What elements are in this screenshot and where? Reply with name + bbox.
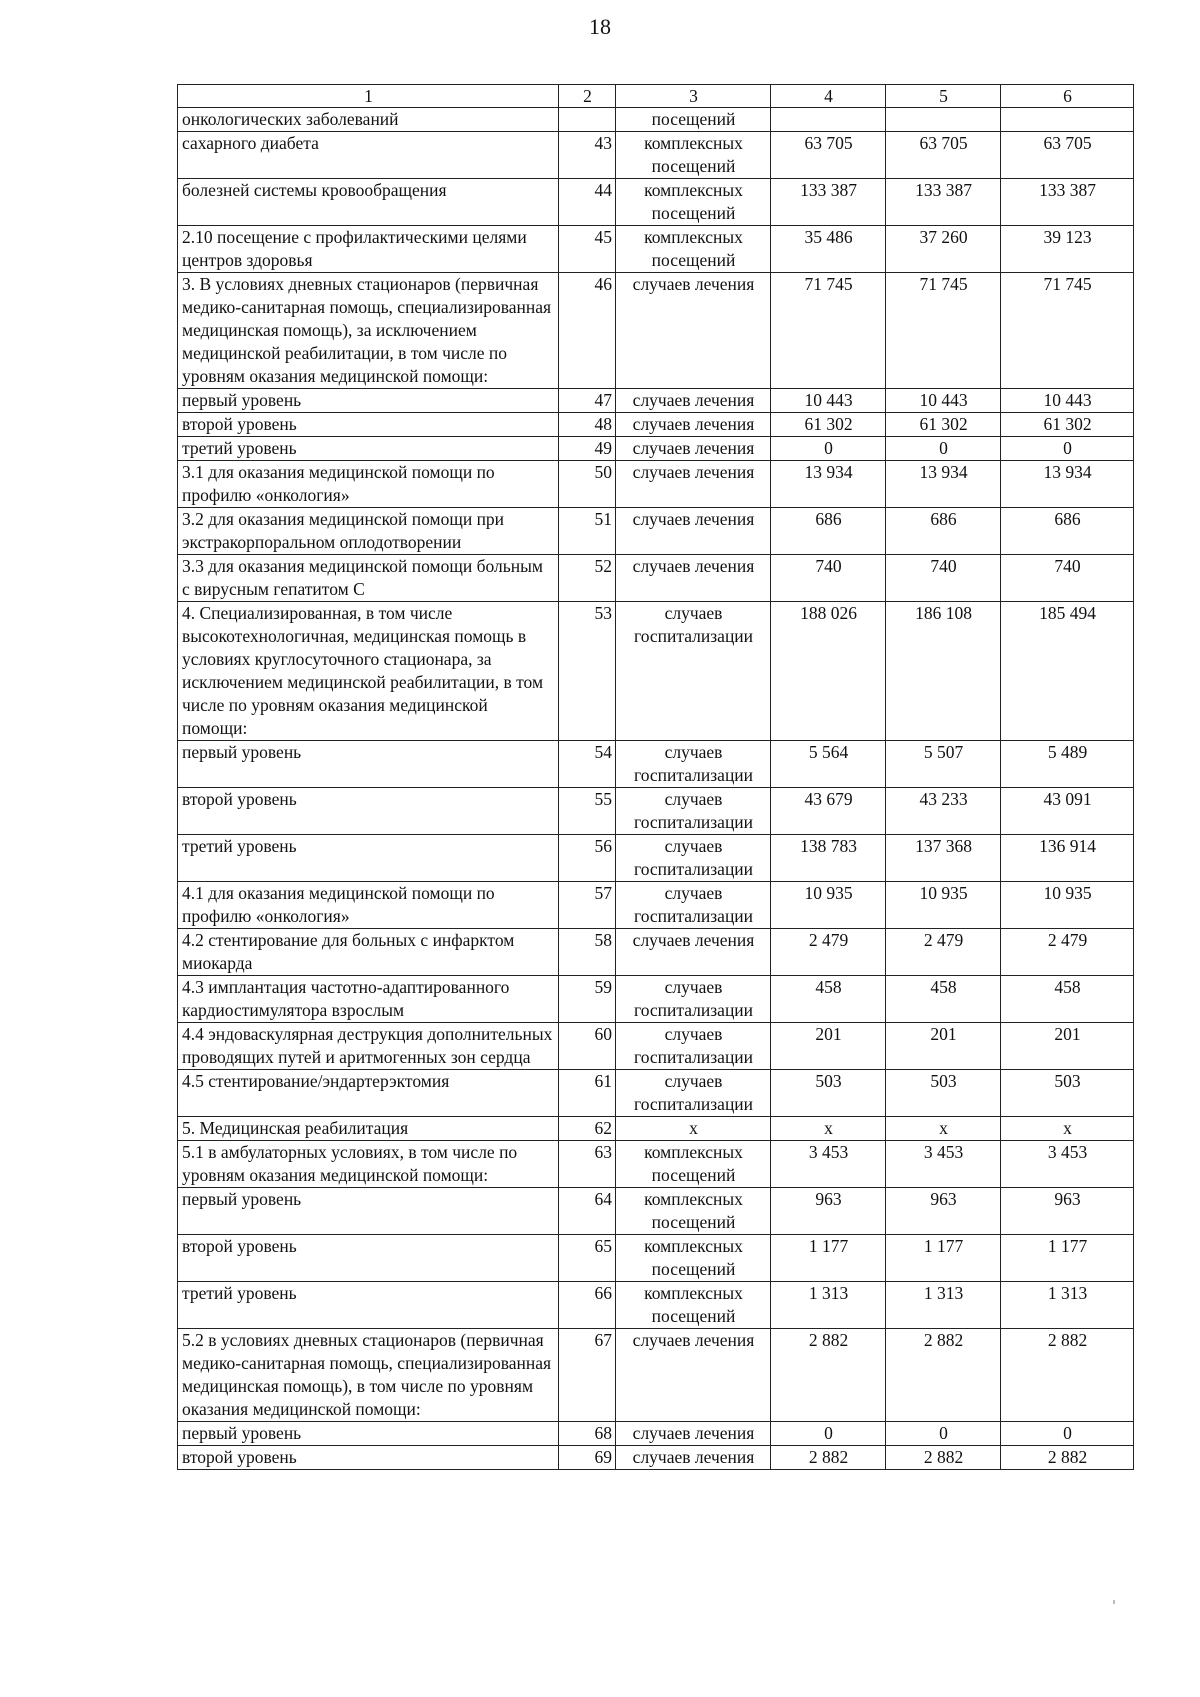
row-number-cell: 56	[559, 835, 616, 882]
row-name-cell: первый уровень	[178, 1188, 559, 1235]
row-name-cell: 5.1 в амбулаторных условиях, в том числе по уровням оказания медицинской помощи:	[178, 1141, 559, 1188]
row-name-cell: третий уровень	[178, 437, 559, 461]
row-number-cell: 59	[559, 976, 616, 1023]
table-row	[178, 788, 1134, 835]
value-col-5-cell: 37 260	[886, 226, 1001, 273]
value-col-4-cell: 3 453	[771, 1141, 886, 1188]
unit-cell: комплексных посещений	[616, 226, 771, 273]
value-col-4-cell: 1 313	[771, 1282, 886, 1329]
unit-cell: комплексных посещений	[616, 132, 771, 179]
value-col-5-cell: 740	[886, 555, 1001, 602]
table-row	[178, 508, 1134, 555]
table-row	[178, 882, 1134, 929]
row-number-cell: 58	[559, 929, 616, 976]
value-col-5-cell: 5 507	[886, 741, 1001, 788]
row-name-cell: второй уровень	[178, 788, 559, 835]
value-col-5-cell: 2 882	[886, 1446, 1001, 1470]
row-number-cell: 44	[559, 179, 616, 226]
table-row	[178, 1141, 1134, 1188]
unit-cell: случаев лечения	[616, 273, 771, 389]
value-col-6-cell: 963	[1001, 1188, 1134, 1235]
value-col-5-cell: 3 453	[886, 1141, 1001, 1188]
value-col-4-cell: 138 783	[771, 835, 886, 882]
value-col-4-cell: 0	[771, 1422, 886, 1446]
row-name-cell: онкологических заболеваний	[178, 108, 559, 132]
value-col-5-cell: 2 479	[886, 929, 1001, 976]
value-col-6-cell: 0	[1001, 1422, 1134, 1446]
row-number-cell	[559, 108, 616, 132]
value-col-4-cell: 201	[771, 1023, 886, 1070]
value-col-5-cell: 10 443	[886, 389, 1001, 413]
row-name-cell: сахарного диабета	[178, 132, 559, 179]
row-name-cell: 4.4 эндоваскулярная деструкция дополнительных проводящих путей и аритмогенных зон сердца	[178, 1023, 559, 1070]
table-row	[178, 1117, 1134, 1141]
table-row	[178, 132, 1134, 179]
value-col-4-cell: 503	[771, 1070, 886, 1117]
value-col-4-cell: 0	[771, 437, 886, 461]
table-row	[178, 835, 1134, 882]
unit-cell: комплексных посещений	[616, 1235, 771, 1282]
value-col-5-cell: 963	[886, 1188, 1001, 1235]
row-name-cell: первый уровень	[178, 741, 559, 788]
row-name-cell: 3.1 для оказания медицинской помощи по профилю «онкология»	[178, 461, 559, 508]
value-col-4-cell: 2 882	[771, 1329, 886, 1422]
value-col-5-cell: 186 108	[886, 602, 1001, 741]
value-col-6-cell: 2 479	[1001, 929, 1134, 976]
unit-cell: посещений	[616, 108, 771, 132]
table-row	[178, 461, 1134, 508]
table-row	[178, 1188, 1134, 1235]
unit-cell: случаев госпитализации	[616, 835, 771, 882]
row-number-cell: 51	[559, 508, 616, 555]
value-col-4-cell: 133 387	[771, 179, 886, 226]
row-name-cell: 2.10 посещение с профилактическими целями центров здоровья	[178, 226, 559, 273]
value-col-5-cell: 137 368	[886, 835, 1001, 882]
value-col-4-cell: 71 745	[771, 273, 886, 389]
row-number-cell: 53	[559, 602, 616, 741]
row-name-cell: 4. Специализированная, в том числе высокотехнологичная, медицинская помощь в условиях круглосуточного стационара, за исключением медицинской реабилитации, в том числе по уровням оказания медицинской помощи:	[178, 602, 559, 741]
value-col-6-cell: 2 882	[1001, 1329, 1134, 1422]
value-col-5-cell: 71 745	[886, 273, 1001, 389]
unit-cell: случаев госпитализации	[616, 788, 771, 835]
value-col-4-cell: 1 177	[771, 1235, 886, 1282]
row-number-cell: 64	[559, 1188, 616, 1235]
value-col-6-cell: 0	[1001, 437, 1134, 461]
row-number-cell: 60	[559, 1023, 616, 1070]
table-row	[178, 1023, 1134, 1070]
value-col-5-cell: 201	[886, 1023, 1001, 1070]
unit-cell: случаев лечения	[616, 1422, 771, 1446]
value-col-4-cell: 2 882	[771, 1446, 886, 1470]
row-number-cell: 49	[559, 437, 616, 461]
value-col-6-cell: 3 453	[1001, 1141, 1134, 1188]
value-col-4-cell: 10 443	[771, 389, 886, 413]
page-number: 18	[589, 14, 611, 39]
value-col-6-cell: 185 494	[1001, 602, 1134, 741]
value-col-4-cell: 61 302	[771, 413, 886, 437]
value-col-5-cell: 63 705	[886, 132, 1001, 179]
row-name-cell: третий уровень	[178, 1282, 559, 1329]
table-row	[178, 1446, 1134, 1470]
row-number-cell: 57	[559, 882, 616, 929]
value-col-4-cell: 188 026	[771, 602, 886, 741]
row-name-cell: 5.2 в условиях дневных стационаров (первичная медико-санитарная помощь, специализированная медицинская помощь), в том числе по уровням оказания медицинской помощи:	[178, 1329, 559, 1422]
value-col-5-cell: 1 313	[886, 1282, 1001, 1329]
value-col-6-cell: 133 387	[1001, 179, 1134, 226]
unit-cell: комплексных посещений	[616, 1188, 771, 1235]
value-col-5-cell: 13 934	[886, 461, 1001, 508]
value-col-4-cell: 43 679	[771, 788, 886, 835]
row-number-cell: 54	[559, 741, 616, 788]
value-col-6-cell: 136 914	[1001, 835, 1134, 882]
unit-cell: х	[616, 1117, 771, 1141]
value-col-4-cell: 963	[771, 1188, 886, 1235]
table-row	[178, 741, 1134, 788]
row-number-cell: 69	[559, 1446, 616, 1470]
table-row	[178, 1422, 1134, 1446]
value-col-6-cell: 63 705	[1001, 132, 1134, 179]
row-number-cell: 63	[559, 1141, 616, 1188]
unit-cell: случаев госпитализации	[616, 976, 771, 1023]
value-col-5-cell: 10 935	[886, 882, 1001, 929]
value-col-4-cell: 458	[771, 976, 886, 1023]
value-col-6-cell: 61 302	[1001, 413, 1134, 437]
value-col-4-cell: 5 564	[771, 741, 886, 788]
row-name-cell: 3. В условиях дневных стационаров (первичная медико-санитарная помощь, специализированная медицинская помощь), за исключением медицинской реабилитации, в том числе по уровням оказания медицинской помощи:	[178, 273, 559, 389]
row-name-cell: 4.2 стентирование для больных с инфарктом миокарда	[178, 929, 559, 976]
table-row	[178, 437, 1134, 461]
unit-cell: случаев госпитализации	[616, 1070, 771, 1117]
unit-cell: случаев госпитализации	[616, 882, 771, 929]
unit-cell: случаев лечения	[616, 437, 771, 461]
value-col-4-cell: 13 934	[771, 461, 886, 508]
table-row	[178, 1329, 1134, 1422]
table-row	[178, 273, 1134, 389]
table-row	[178, 929, 1134, 976]
unit-cell: случаев лечения	[616, 1446, 771, 1470]
row-number-cell: 50	[559, 461, 616, 508]
table-row	[178, 976, 1134, 1023]
value-col-5-cell: 0	[886, 1422, 1001, 1446]
row-number-cell: 47	[559, 389, 616, 413]
value-col-6-cell	[1001, 108, 1134, 132]
value-col-5-cell: 686	[886, 508, 1001, 555]
unit-cell: случаев лечения	[616, 389, 771, 413]
table-row	[178, 602, 1134, 741]
row-name-cell: второй уровень	[178, 1235, 559, 1282]
value-col-5-cell: 61 302	[886, 413, 1001, 437]
row-number-cell: 67	[559, 1329, 616, 1422]
header-col-5: 5	[886, 85, 1001, 108]
table-row	[178, 555, 1134, 602]
unit-cell: случаев лечения	[616, 1329, 771, 1422]
value-col-6-cell: 2 882	[1001, 1446, 1134, 1470]
value-col-6-cell: 10 443	[1001, 389, 1134, 413]
row-name-cell: 5. Медицинская реабилитация	[178, 1117, 559, 1141]
row-name-cell: 4.5 стентирование/эндартерэктомия	[178, 1070, 559, 1117]
value-col-4-cell: 2 479	[771, 929, 886, 976]
header-row	[178, 85, 1134, 108]
row-number-cell: 48	[559, 413, 616, 437]
row-name-cell: второй уровень	[178, 1446, 559, 1470]
row-name-cell: первый уровень	[178, 389, 559, 413]
table-row	[178, 1070, 1134, 1117]
row-name-cell: 4.1 для оказания медицинской помощи по профилю «онкология»	[178, 882, 559, 929]
value-col-6-cell: 503	[1001, 1070, 1134, 1117]
value-col-5-cell: 1 177	[886, 1235, 1001, 1282]
unit-cell: случаев госпитализации	[616, 1023, 771, 1070]
table-row	[178, 226, 1134, 273]
value-col-6-cell: 201	[1001, 1023, 1134, 1070]
value-col-6-cell: х	[1001, 1117, 1134, 1141]
table-row	[178, 1282, 1134, 1329]
value-col-4-cell: 740	[771, 555, 886, 602]
row-name-cell: болезней системы кровообращения	[178, 179, 559, 226]
value-col-5-cell: х	[886, 1117, 1001, 1141]
value-col-4-cell: 686	[771, 508, 886, 555]
value-col-6-cell: 1 313	[1001, 1282, 1134, 1329]
table-body	[178, 108, 1134, 1470]
value-col-5-cell: 458	[886, 976, 1001, 1023]
data-table	[177, 84, 1134, 1470]
scan-mark	[1113, 1600, 1115, 1604]
row-number-cell: 62	[559, 1117, 616, 1141]
value-col-6-cell: 10 935	[1001, 882, 1134, 929]
value-col-5-cell: 0	[886, 437, 1001, 461]
unit-cell: случаев госпитализации	[616, 741, 771, 788]
value-col-4-cell: 10 935	[771, 882, 886, 929]
row-name-cell: 3.3 для оказания медицинской помощи больным с вирусным гепатитом С	[178, 555, 559, 602]
table-row	[178, 108, 1134, 132]
row-number-cell: 65	[559, 1235, 616, 1282]
unit-cell: случаев лечения	[616, 461, 771, 508]
row-number-cell: 46	[559, 273, 616, 389]
unit-cell: комплексных посещений	[616, 1141, 771, 1188]
row-name-cell: первый уровень	[178, 1422, 559, 1446]
value-col-6-cell: 740	[1001, 555, 1134, 602]
row-number-cell: 43	[559, 132, 616, 179]
value-col-6-cell: 71 745	[1001, 273, 1134, 389]
header-col-6: 6	[1001, 85, 1134, 108]
value-col-4-cell	[771, 108, 886, 132]
value-col-6-cell: 686	[1001, 508, 1134, 555]
unit-cell: случаев лечения	[616, 929, 771, 976]
table-row	[178, 1235, 1134, 1282]
unit-cell: комплексных посещений	[616, 1282, 771, 1329]
value-col-4-cell: 63 705	[771, 132, 886, 179]
row-number-cell: 61	[559, 1070, 616, 1117]
row-number-cell: 45	[559, 226, 616, 273]
value-col-6-cell: 43 091	[1001, 788, 1134, 835]
value-col-5-cell	[886, 108, 1001, 132]
row-name-cell: 4.3 имплантация частотно-адаптированного кардиостимулятора взрослым	[178, 976, 559, 1023]
header-col-1: 1	[178, 85, 559, 108]
row-number-cell: 66	[559, 1282, 616, 1329]
value-col-5-cell: 133 387	[886, 179, 1001, 226]
unit-cell: случаев лечения	[616, 555, 771, 602]
value-col-5-cell: 43 233	[886, 788, 1001, 835]
table-row	[178, 413, 1134, 437]
value-col-4-cell: 35 486	[771, 226, 886, 273]
table-row	[178, 389, 1134, 413]
value-col-6-cell: 39 123	[1001, 226, 1134, 273]
value-col-6-cell: 1 177	[1001, 1235, 1134, 1282]
row-number-cell: 55	[559, 788, 616, 835]
row-number-cell: 68	[559, 1422, 616, 1446]
value-col-5-cell: 2 882	[886, 1329, 1001, 1422]
header-col-2: 2	[559, 85, 616, 108]
row-name-cell: второй уровень	[178, 413, 559, 437]
unit-cell: комплексных посещений	[616, 179, 771, 226]
value-col-6-cell: 13 934	[1001, 461, 1134, 508]
value-col-6-cell: 5 489	[1001, 741, 1134, 788]
header-col-3: 3	[616, 85, 771, 108]
header-col-4: 4	[771, 85, 886, 108]
table-row	[178, 179, 1134, 226]
value-col-5-cell: 503	[886, 1070, 1001, 1117]
row-name-cell: третий уровень	[178, 835, 559, 882]
unit-cell: случаев лечения	[616, 413, 771, 437]
row-name-cell: 3.2 для оказания медицинской помощи при экстракорпоральном оплодотворении	[178, 508, 559, 555]
unit-cell: случаев лечения	[616, 508, 771, 555]
unit-cell: случаев госпитализации	[616, 602, 771, 741]
value-col-6-cell: 458	[1001, 976, 1134, 1023]
value-col-4-cell: х	[771, 1117, 886, 1141]
row-number-cell: 52	[559, 555, 616, 602]
